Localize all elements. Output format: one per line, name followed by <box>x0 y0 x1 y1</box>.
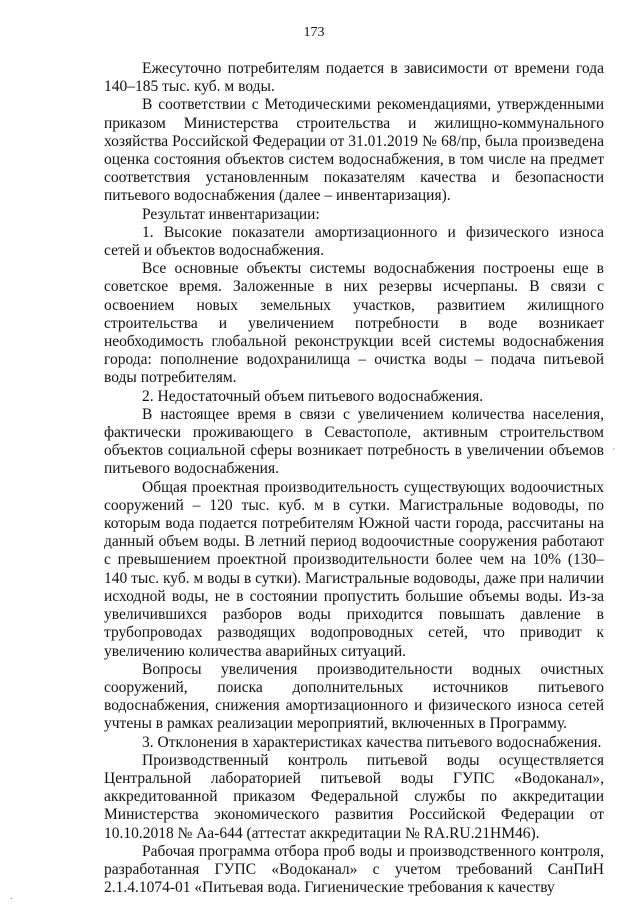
paragraph-inventory-result-heading: Результат инвентаризации: <box>142 205 320 223</box>
scan-speck: . <box>10 891 13 902</box>
paragraph-item-2-body: В настоящее время в связи с увеличением количества населения, фактически проживающего в Севастополе, активным строительством объектов социальной сферы возникает потребность в увеличении объемов питьевого водоснабжения. <box>104 405 604 478</box>
scan-speck: ˊ <box>612 448 616 459</box>
paragraph-lab-control: Производственный контроль питьевой воды осуществляется Центральной лабораторией питьевой воды ГУПС «Водоканал», аккредитованной приказом Федеральной службы по аккредитации Министерства экономического развития Российской Федерации от 10.10.2018 № Аа-644 (аттестат аккредитации № RA.RU.21НМ46). <box>104 751 604 842</box>
paragraph-item-3-heading: 3. Отклонения в характеристиках качества питьевого водоснабжения. <box>142 733 602 751</box>
paragraph-item-1-body: Все основные объекты системы водоснабжения построены еще в советское время. Заложенные в них резервы исчерпаны. В связи с освоением новых земельных участков, развитием жилищного строительства и увеличением потребности в воде возникает необходимость глобальной реконструкции всей системы водоснабжения города: пополнение водохранилища – очистка воды – подача питьевой воды потребителям. <box>104 260 604 387</box>
paragraph-capacity: Общая проектная производительность существующих водоочистных сооружений – 120 тыс. куб. м в сутки. Магистральные водоводы, по которым вода подается потребителям Южной части города, рассчитаны на данный объем воды. В летний период водоочистные сооружения работают с превышением проектной производительности более чем на 10% (130–140 тыс. куб. м воды в сутки). Магистральные водоводы, даже при наличии исходной воды, не в состоянии пропустить большие объемы воды. Из-за увеличившихся разборов воды приходится повышать давление в трубопроводах разводящих водопроводных сетей, что приводит к увеличению количества аварийных ситуаций. <box>104 478 604 660</box>
paragraph-inventory-basis: В соответствии с Методическими рекомендациями, утвержденными приказом Министерства строительства и жилищно-коммунального хозяйства Российской Федерации от 31.01.2019 № 68/пр, была произведена оценка состояния объектов систем водоснабжения, в том числе на предмет соответствия установленным показателям качества и безопасности питьевого водоснабжения (далее – инвентаризация). <box>104 96 604 205</box>
page-number: 173 <box>303 25 325 40</box>
document-body <box>104 60 604 897</box>
paragraph-item-1-heading: 1. Высокие показатели амортизационного и физического износа сетей и объектов водоснабжения. <box>104 223 604 260</box>
paragraph-item-2-heading: 2. Недостаточный объем питьевого водоснабжения. <box>142 387 484 405</box>
paragraph-daily-supply: Ежесуточно потребителям подается в зависимости от времени года 140–185 тыс. куб. м воды. <box>104 60 604 96</box>
paragraph-program-measures: Вопросы увеличения производительности водных очистных сооружений, поиска дополнительных источников питьевого водоснабжения, снижения амортизационного и физического износа сетей учтены в рамках реализации мероприятий, включенных в Программу. <box>104 660 604 733</box>
paragraph-sampling-program: Рабочая программа отбора проб воды и производственного контроля, разработанная ГУПС «Водоканал» с учетом требований СанПиН 2.1.4.1074-01 «Питьевая вода. Гигиенические требования к качеству <box>104 842 604 897</box>
